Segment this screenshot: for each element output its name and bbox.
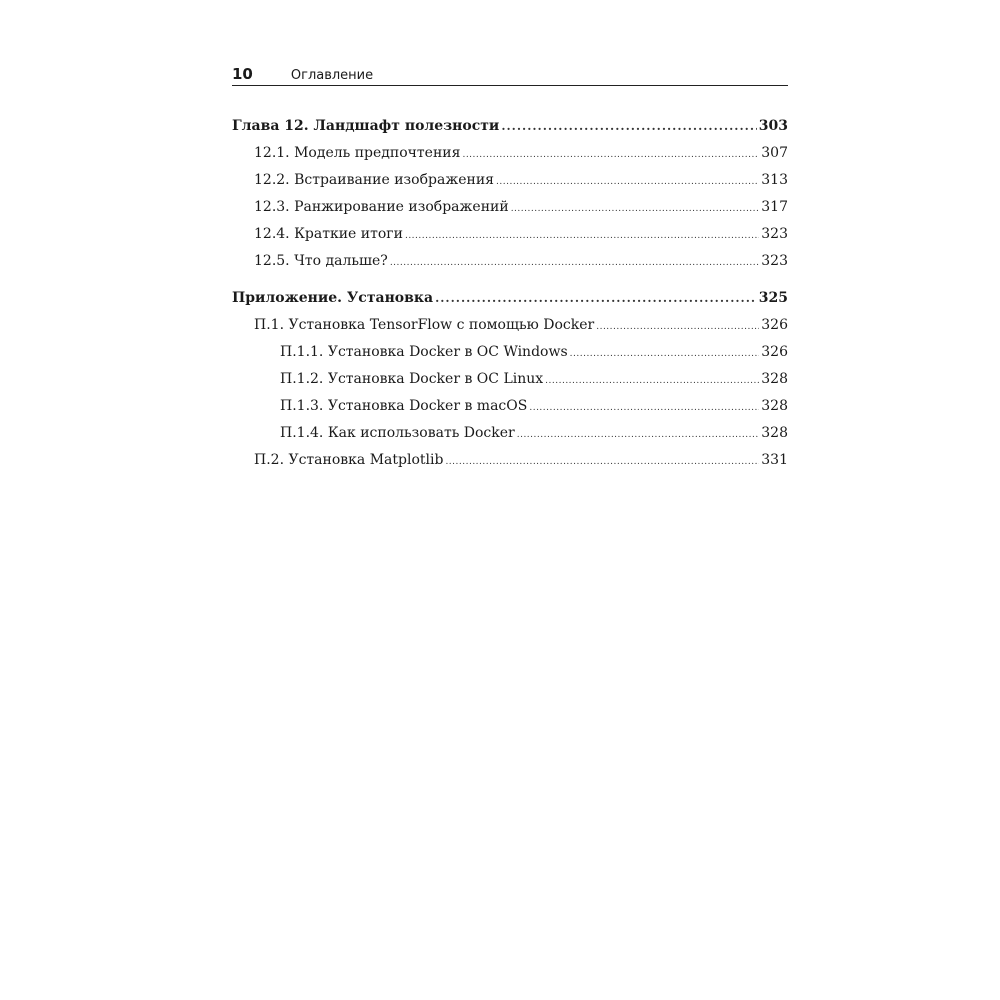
toc-entry-page: 326 [761, 344, 788, 360]
toc-section-p-1-2[interactable] [232, 371, 788, 398]
toc-entry-page: 313 [761, 172, 788, 188]
toc-entry-title: 12.2. Встраивание изображения [254, 172, 495, 188]
toc-entry-page: 323 [761, 253, 788, 269]
toc-entry-title: 12.1. Модель предпочтения [254, 145, 461, 161]
dot-leader [545, 376, 759, 386]
toc-chapter-12[interactable] [232, 118, 788, 145]
toc-entry-page: 325 [758, 290, 788, 306]
toc-entry-title: П.2. Установка Matplotlib [254, 452, 444, 468]
toc-entry-page: 303 [758, 118, 788, 134]
toc-entry-title: П.1.4. Как использовать Docker [280, 425, 515, 441]
toc-section-p-1-4[interactable] [232, 425, 788, 452]
dot-leader [596, 322, 759, 332]
toc-section-p-1-3[interactable] [232, 398, 788, 425]
dot-leader [529, 403, 759, 413]
toc-entry-page: 331 [761, 452, 788, 468]
toc-entry-title: П.1.2. Установка Docker в ОС Linux [280, 371, 544, 387]
toc-entry-page: 328 [761, 398, 788, 414]
toc-entry-title: П.1.3. Установка Docker в macOS [280, 398, 528, 414]
dot-leader [517, 430, 760, 440]
toc-entry-title: П.1.1. Установка Docker в ОС Windows [280, 344, 568, 360]
toc-entry-page: 328 [761, 371, 788, 387]
dot-leader [445, 457, 759, 467]
toc-entry-title: 12.5. Что дальше? [254, 253, 388, 269]
dot-leader [501, 119, 756, 133]
dot-leader [511, 204, 760, 214]
running-title: Оглавление [290, 68, 374, 83]
dot-leader [462, 150, 759, 160]
dot-leader [435, 291, 757, 305]
page-number: 10 [232, 65, 253, 83]
toc-entry-title: Глава 12. Ландшафт полезности [232, 118, 500, 134]
table-of-contents [232, 118, 788, 479]
toc-section-12-3[interactable] [232, 199, 788, 226]
toc-entry-title: П.1. Установка TensorFlow с помощью Docker [254, 317, 595, 333]
group-spacer [232, 280, 788, 290]
toc-section-p-2[interactable] [232, 452, 788, 479]
page-header [232, 62, 788, 86]
toc-section-12-1[interactable] [232, 145, 788, 172]
toc-section-12-5[interactable] [232, 253, 788, 280]
dot-leader [405, 231, 759, 241]
toc-entry-title: Приложение. Установка [232, 290, 434, 306]
toc-entry-page: 307 [761, 145, 788, 161]
toc-entry-page: 323 [761, 226, 788, 242]
toc-entry-page: 328 [761, 425, 788, 441]
toc-entry-title: 12.3. Ранжирование изображений [254, 199, 509, 215]
toc-entry-title: 12.4. Краткие итоги [254, 226, 403, 242]
toc-appendix[interactable] [232, 290, 788, 317]
toc-section-12-4[interactable] [232, 226, 788, 253]
dot-leader [570, 349, 760, 359]
toc-entry-page: 317 [761, 199, 788, 215]
toc-entry-page: 326 [761, 317, 788, 333]
dot-leader [496, 177, 759, 187]
toc-section-12-2[interactable] [232, 172, 788, 199]
toc-section-p-1[interactable] [232, 317, 788, 344]
dot-leader [390, 258, 759, 268]
toc-section-p-1-1[interactable] [232, 344, 788, 371]
